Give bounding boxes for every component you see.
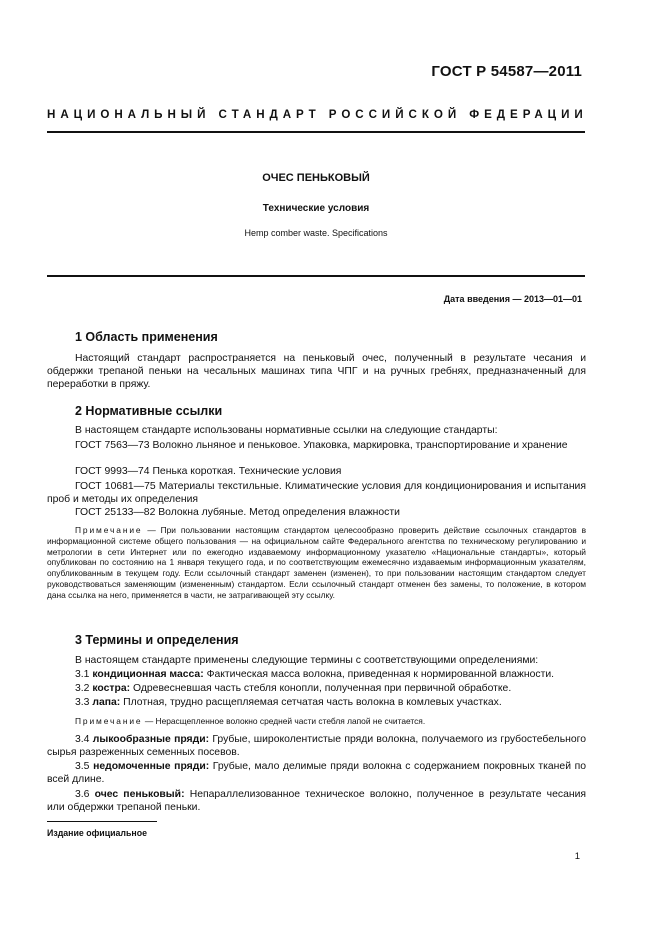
section-2-heading: 2 Нормативные ссылки xyxy=(75,404,223,418)
official-edition-label: Издание официальное xyxy=(47,828,147,838)
term-definition: Плотная, трудно расщепляемая сетчатая часть волокна в комлевых участках. xyxy=(123,697,502,708)
english-title: Hemp comber waste. Specifications xyxy=(244,228,388,238)
top-divider xyxy=(47,131,585,133)
term-3-3: 3.3 лапа: Плотная, трудно расщепляемая сетчатая часть волокна в комлевых участках. xyxy=(75,697,502,708)
term-name: лыкообразные пряди: xyxy=(92,734,210,745)
term-name: лапа: xyxy=(92,697,121,708)
title-divider xyxy=(47,275,585,277)
term-definition: Грубые, мало делимые пряди волокна с содержанием покровных тканей по всей длине. xyxy=(47,761,586,786)
term-3-5: 3.5 недомоченные пряди: Грубые, мало делимые пряди волокна с содержанием покровных тканей по всей длине. xyxy=(47,761,586,786)
section-1-heading: 1 Область применения xyxy=(75,330,218,344)
section-3-intro: В настоящем стандарте применены следующие термины с соответствующими определениями: xyxy=(75,655,539,666)
term-3-1: 3.1 кондиционная масса: Фактическая масса волокна, приведенная к нормированной влажности. xyxy=(75,669,555,680)
reference-gost-9993: ГОСТ 9993—74 Пенька короткая. Технические условия xyxy=(75,466,342,477)
note-label: Примечание xyxy=(75,525,143,535)
reference-gost-10681: ГОСТ 10681—75 Материалы текстильные. Климатические условия для кондиционирования и испытания проб и методы их определения xyxy=(47,481,586,506)
introduction-date: Дата введения — 2013—01—01 xyxy=(443,294,582,304)
term-3-2: 3.2 костра: Одревесневшая часть стебля конопли, полученная при первичной обработке. xyxy=(75,683,512,694)
footer-divider xyxy=(47,821,157,822)
term-definition: Грубые, широколентистые пряди волокна, получаемого из грубостебельного сырья разреженных семенных посевов. xyxy=(47,734,587,759)
note-text: — При пользовании настоящим стандартом целесообразно проверить действие ссылочных стандартов в информационной системе общего пользования — на официальном сайте Федерального агентства по техническому регулированию и метрологии в сети Интернет или по ежегодно издаваемому информационному указателю «Национальные стандарты», который опубликован по состоянию на 1 января текущего года, и по соответствующим ежемесячно издаваемым информационным указателям, опубликованным в текущем году. Если ссылочный стандарт заменен (изменен), то при пользовании настоящим стандартом следует руководствоваться заменяющим (измененным) стандартом. Если ссылочный стандарт отменен без замены, то положение, в котором дана ссылка на него, применяется в части, не затрагивающей эту ссылку. xyxy=(47,525,587,600)
reference-gost-25133: ГОСТ 25133—82 Волокна лубяные. Метод определения влажности xyxy=(75,507,400,518)
section-2-intro: В настоящем стандарте использованы нормативные ссылки на следующие стандарты: xyxy=(75,425,498,436)
term-name: кондиционная масса: xyxy=(92,669,204,680)
section-2-note xyxy=(47,525,586,601)
term-name: очес пеньковый: xyxy=(94,789,185,800)
term-definition: Непараллелизованное техническое волокно, полученное в результате чесания или обдержки трепаной пеньки. xyxy=(47,789,587,814)
section-1-text: Настоящий стандарт распространяется на пеньковый очес, полученный в результате чесания и обдержки трепаной пеньки на чесальных машинах типа ЧПГ и на ручных гребнях, предназначенный для переработки в пряжу. xyxy=(47,353,586,391)
note-text: — Нерасщепленное волокно средней части стебля лапой не считается. xyxy=(144,716,426,726)
term-3-6: 3.6 очес пеньковый: Непараллелизованное техническое волокно, полученное в результате чесания или обдержки трепаной пеньки. xyxy=(47,789,587,814)
document-title: ОЧЕС ПЕНЬКОВЫЙ xyxy=(262,172,370,184)
reference-gost-7563: ГОСТ 7563—73 Волокно льняное и пеньковое. Упаковка, маркировка, транспортирование и хранение xyxy=(75,440,568,451)
term-name: недомоченные пряди: xyxy=(93,761,210,772)
standard-code: ГОСТ Р 54587—2011 xyxy=(431,63,582,80)
term-definition: Одревесневшая часть стебля конопли, полученная при первичной обработке. xyxy=(132,683,512,694)
section-3-heading: 3 Термины и определения xyxy=(75,633,239,647)
term-3-4: 3.4 лыкообразные пряди: Грубые, широколентистые пряди волокна, получаемого из грубостебельного сырья разреженных семенных посевов. xyxy=(47,734,587,759)
section-3-note xyxy=(47,716,586,727)
document-subtitle: Технические условия xyxy=(262,203,370,214)
page-number: 1 xyxy=(574,851,580,862)
note-label: Примечание xyxy=(75,716,143,726)
term-definition: Фактическая масса волокна, приведенная к нормированной влажности. xyxy=(206,669,555,680)
national-standard-banner: НАЦИОНАЛЬНЫЙ СТАНДАРТ РОССИЙСКОЙ ФЕДЕРАЦИИ xyxy=(47,108,588,121)
term-name: костра: xyxy=(92,683,131,694)
